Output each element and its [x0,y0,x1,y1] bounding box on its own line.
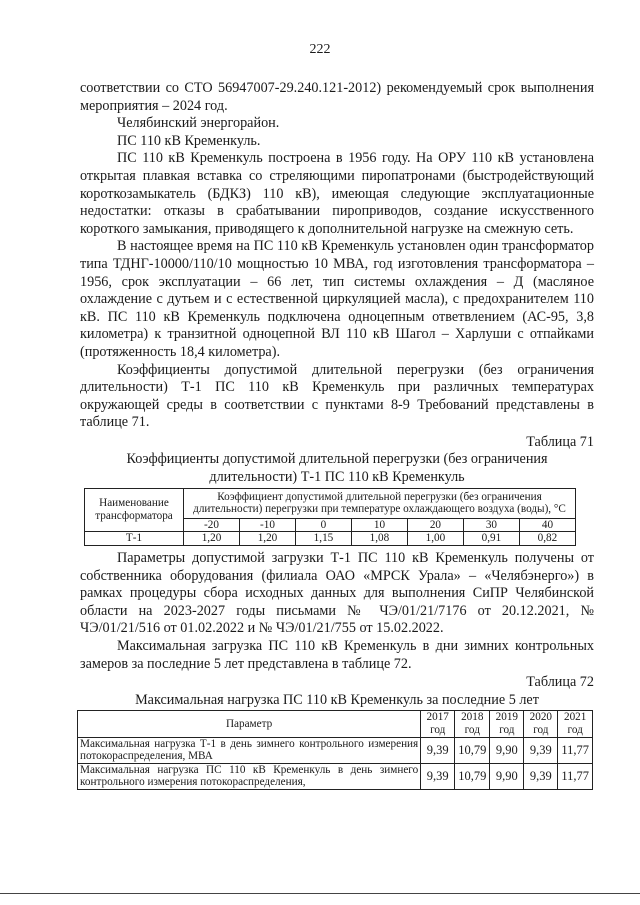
table72-header-row [78,711,593,737]
table72 [77,710,593,790]
table71-cell: 1,00 [407,532,463,546]
table71-temp-header: 30 [463,518,519,532]
table72-cell: 9,39 [421,737,455,763]
table72-param-header: Параметр [78,711,421,737]
table71-temp-header: 10 [351,518,407,532]
table-row [85,532,576,546]
table-row [78,737,593,763]
table71-cell: 1,15 [295,532,351,546]
table71-temp-header: -20 [184,518,240,532]
section-heading-region: Челябинский энергорайон. [117,115,280,132]
paragraph-continuation: соответствии со СТО 56947007-29.240.121-2012) рекомендуемый срок выполнения мероприятия – 2024 год. [80,80,594,114]
table71-cell: 0,91 [463,532,519,546]
table72-row-label: Максимальная нагрузка Т-1 в день зимнего контрольного измерения потокораспределения, МВА [78,737,421,763]
table71 [84,488,576,546]
table72-cell: 9,39 [524,737,558,763]
bottom-rule [0,893,640,894]
table72-year-header: 2017 год [421,711,455,737]
section-heading-substation: ПС 110 кВ Кременкуль. [117,132,261,149]
table-row [78,763,593,789]
table71-temp-header: 40 [519,518,575,532]
table71-group-header: Коэффициент допустимой длительной перегрузки (без ограничения длительности) перегрузки при температуре охлаждающего воздуха (воды), °С [184,488,576,518]
table71-header-row [85,488,576,518]
table71-temp-header: 20 [407,518,463,532]
table72-cell: 9,39 [421,763,455,789]
table71-temp-header: -10 [239,518,295,532]
table71-body [85,532,576,546]
table71-col-name-header: Наименование трансформатора [85,488,184,532]
document-body [80,80,594,790]
table72-year-header: 2021 год [558,711,593,737]
table72-title: Максимальная нагрузка ПС 110 кВ Кременкуль за последние 5 лет [135,691,539,708]
table71-label: Таблица 71 [526,433,594,450]
table72-cell: 9,90 [490,763,524,789]
table71-cell: 1,20 [184,532,240,546]
table72-cell: 10,79 [455,763,490,789]
paragraph-transformer: В настоящее время на ПС 110 кВ Кременкуль установлен один трансформатор типа ТДНГ-10000/110/10 мощностью 10 МВА, год изготовления трансформатора – 1956, срок эксплуатации – 66 лет, тип системы охлаждения – Д (масляное охлаждение с дутьем и с естественной циркуляцией масла), с предохранителем 110 кВ. ПС 110 кВ Кременкуль подключена одноцепным ответвлением (АС-95, 3,8 километра) к транзитной одноцепной ВЛ 110 кВ Шагол – Харлуши с отпайками (протяженность 18,4 километра). [80,238,594,360]
paragraph-coefficients-intro: Коэффициенты допустимой длительной перегрузки (без ограничения длительности) Т-1 ПС 110 кВ Кременкуль при различных температурах окружающей среды в соответствии с пунктами 8-9 Требований представлены в таблице 71. [80,361,594,431]
table71-title: Коэффициенты допустимой длительной перегрузки (без ограничения длительности) Т-1 ПС 110 кВ Кременкуль [126,451,548,486]
table71-cell: 0,82 [519,532,575,546]
table72-body [78,737,593,789]
table72-year-header: 2018 год [455,711,490,737]
table71-cell: 1,20 [239,532,295,546]
table72-row-label: Максимальная нагрузка ПС 110 кВ Кременкуль в день зимнего контрольного измерения потокораспределения, [78,763,421,789]
paragraph-max-load-intro: Максимальная загрузка ПС 110 кВ Кременкуль в дни зимних контрольных замеров за последние 5 лет представлена в таблице 72. [80,638,594,672]
page-number: 222 [309,42,331,57]
table71-row-name: Т-1 [85,532,184,546]
paragraph-history: ПС 110 кВ Кременкуль построена в 1956 году. На ОРУ 110 кВ установлена открытая плавкая вставка со стреляющими пиропатронами (быстродействующий короткозамыкатель (БДКЗ) 110 кВ), имеющая следующие эксплуатационные недостатки: отказы в срабатывании пироприводов, создание искусственного короткого замыкания, приводящего к дополнительной нагрузке на смежную сеть. [80,150,594,237]
table71-temp-header: 0 [295,518,351,532]
table72-cell: 11,77 [558,737,593,763]
table72-year-header: 2019 год [490,711,524,737]
table72-cell: 11,77 [558,763,593,789]
table72-year-header: 2020 год [524,711,558,737]
table72-cell: 10,79 [455,737,490,763]
table72-cell: 9,39 [524,763,558,789]
table71-cell: 1,08 [351,532,407,546]
table72-label: Таблица 72 [526,674,594,691]
table72-cell: 9,90 [490,737,524,763]
paragraph-parameters-source: Параметры допустимой загрузки Т-1 ПС 110 кВ Кременкуль получены от собственника оборудования (филиала ОАО «МРСК Урала» – «Челябэнерго») в рамках процедуры сбора исходных данных для выполнения СиПР Челябинской области на 2023-2027 годы письмами № ЧЭ/01/21/7176 от 20.12.2021, № ЧЭ/01/21/516 от 01.02.2022 и № ЧЭ/01/21/755 от 15.02.2022. [80,550,594,637]
